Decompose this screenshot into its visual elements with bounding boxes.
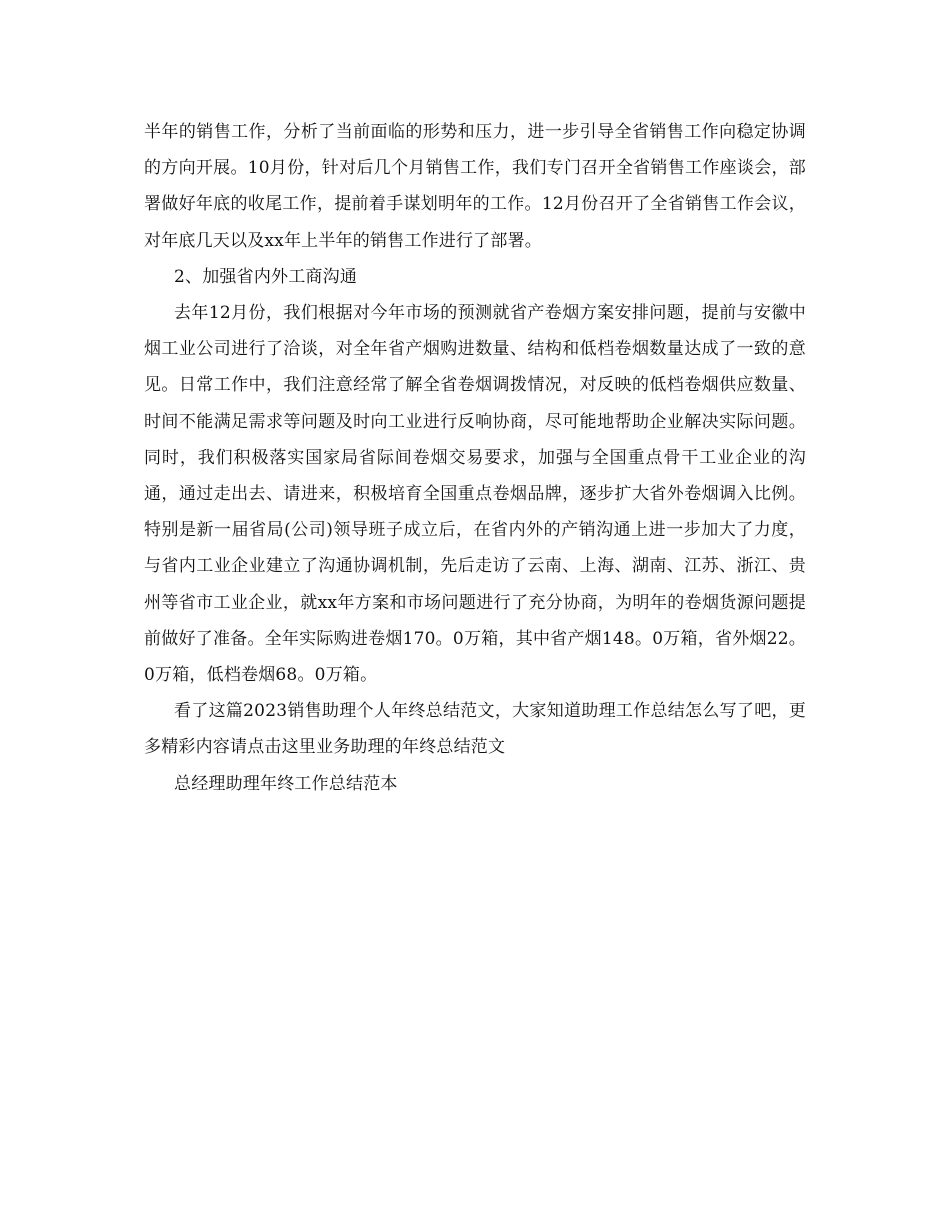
related-article-title: 总经理助理年终工作总结范本 [174,773,398,794]
paragraph-closing-note: 看了这篇2023销售助理个人年终总结范文，大家知道助理工作总结怎么写了吧，更多精彩内容请点击这里业务助理的年终总结范文 [144,701,806,758]
section-heading-communication: 2、加强省内外工商沟通 [174,266,358,287]
paragraph-communication-details: 去年12月份，我们根据对今年市场的预测就省产卷烟方案安排问题，提前与安徽中烟工业公司进行了洽谈，对全年省产烟购进数量、结构和低档卷烟数量达成了一致的意见。日常工作中，我们注意经常了解全省卷烟调拨情况，对反映的低档卷烟供应数量、时间不能满足需求等问题及时向工业进行反响协商，尽可能地帮助企业解决实际问题。同时，我们积极落实国家局省际间卷烟交易要求，加强与全国重点骨干工业企业的沟通，通过走出去、请进来，积极培育全国重点卷烟品牌，逐步扩大省外卷烟调入比例。特别是新一届省局(公司)领导班子成立后，在省内外的产销沟通上进一步加大了力度，与省内工业企业建立了沟通协调机制，先后走访了云南、上海、湖南、江苏、浙江、贵州等省市工业企业，就xx年方案和市场问题进行了充分协商，为明年的卷烟货源问题提前做好了准备。全年实际购进卷烟170。0万箱，其中省产烟148。0万箱，省外烟22。0万箱，低档卷烟68。0万箱。 [144,303,806,686]
paragraph-sales-meetings: 半年的销售工作，分析了当前面临的形势和压力，进一步引导全省销售工作向稳定协调的方向开展。10月份，针对后几个月销售工作，我们专门召开全省销售工作座谈会，部署做好年底的收尾工作，提前着手谋划明年的工作。12月份召开了全省销售工作会议，对年底几天以及xx年上半年的销售工作进行了部署。 [144,122,806,251]
document-body [144,114,806,802]
